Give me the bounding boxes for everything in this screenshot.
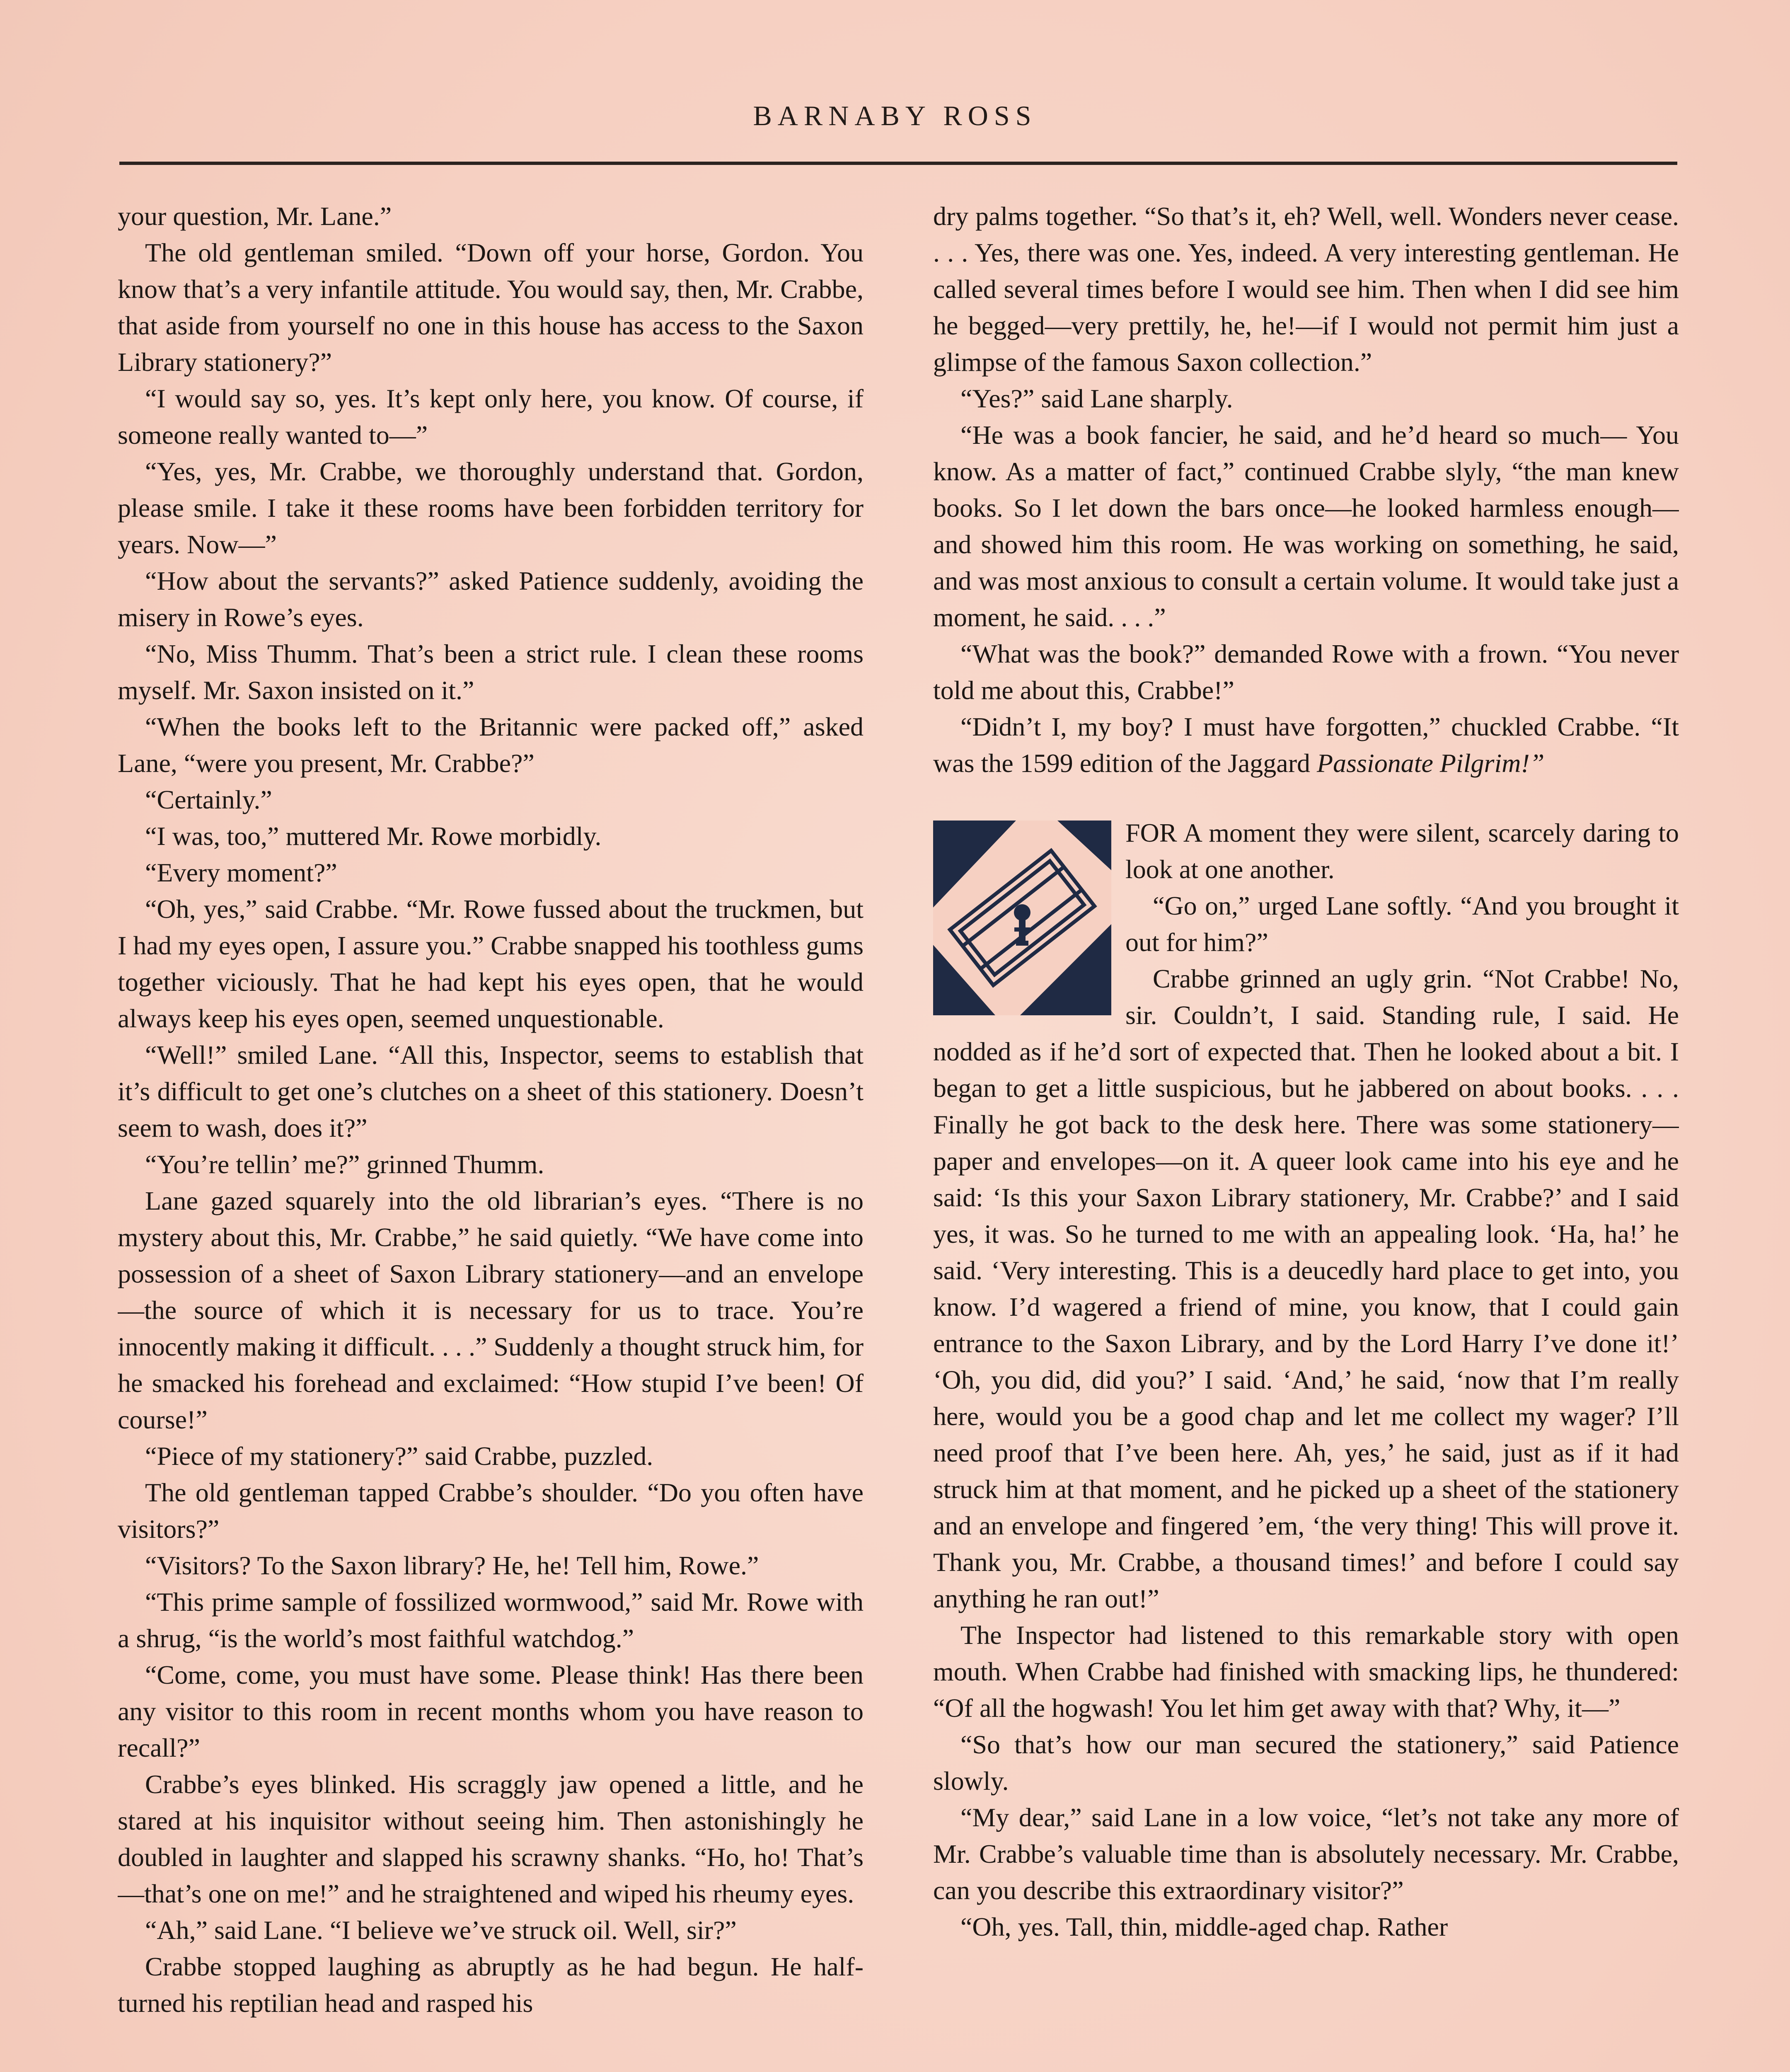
paragraph: “My dear,” said Lane in a low voice, “let’s not take any more of Mr. Crabbe’s valuable time than is absolutely necessary. Mr. Crabbe, can you describe this extraordinary visitor?” <box>933 1803 1679 1905</box>
paragraph: “How about the servants?” asked Patience suddenly, avoiding the misery in Rowe’s eyes. <box>118 566 864 632</box>
book-title-italic: Passionate Pilgrim!” <box>1317 748 1545 778</box>
paragraph: “Yes, yes, Mr. Crabbe, we thoroughly understand that. Gordon, please smile. I take it these rooms have been forbidden territory for years. Now—” <box>118 457 864 559</box>
paragraph: “Every moment?” <box>145 858 337 887</box>
paragraph: dry palms together. “So that’s it, eh? Well, well. Wonders never cease. . . . Yes, there was one. Yes, indeed. A very interesting gentleman. He called several times before I would see him. Then when I did see him he begged—very prettily, he, he!—if I would not permit him just a glimpse of the famous Saxon collection.” <box>933 201 1679 377</box>
left-column <box>118 198 864 2072</box>
book-spine-ornament-icon <box>933 821 1111 1015</box>
paragraph: “So that’s how our man secured the stationery,” said Patience slowly. <box>933 1730 1679 1796</box>
paragraph: “Yes?” said Lane sharply. <box>960 384 1233 413</box>
paragraph: “When the books left to the Britannic were packed off,” asked Lane, “were you present, Mr. Crabbe?” <box>118 712 864 778</box>
section-break-lead-text: FOR A moment they were silent, scarcely daring to look at one another. <box>1125 818 1679 884</box>
paragraph: The Inspector had listened to this remarkable story with open mouth. When Crabbe had finished with smacking lips, he thundered: “Of all the hogwash! You let him get away with that? Why, it—” <box>933 1620 1679 1723</box>
paragraph: “What was the book?” demanded Rowe with a frown. “You never told me about this, Crabbe!” <box>933 639 1679 705</box>
paragraph: “Oh, yes. Tall, thin, middle-aged chap. Rather <box>960 1912 1448 1941</box>
paragraph: “Oh, yes,” said Crabbe. “Mr. Rowe fussed about the truckmen, but I had my eyes open, I assure you.” Crabbe snapped his toothless gums together viciously. That he had kept his eyes open, that he would always keep his eyes open, seemed unquestionable. <box>118 894 864 1033</box>
paragraph: “I was, too,” muttered Mr. Rowe morbidly. <box>145 821 602 851</box>
paragraph: “You’re tellin’ me?” grinned Thumm. <box>145 1150 544 1179</box>
paragraph: Crabbe grinned an ugly grin. “Not Crabbe! No, sir. Couldn’t, I said. Standing rule, I said. He nodded as if he’d sort of expected that. Then he looked about a bit. I began to get a little suspicious, but he jabbered on about books. . . . Finally he got back to the desk here. There was some stationery—paper and envelopes—on it. A queer look came into his eye and he said: ‘Is this your Saxon Library stationery, Mr. Crabbe?’ and I said yes, it was. So he turned to me with an appealing look. ‘Ha, ha!’ he said. ‘Very interesting. This is a deucedly hard place to get into, you know. I’d wagered a friend of mine, you know, that I could gain entrance to the Saxon Library, and by the Lord Harry I’ve done it!’ ‘Oh, you did, did you?’ I said. ‘And,’ he said, ‘now that I’m really here, would you be a good chap and let me collect my wager? I’ll need proof that I’ve been here. Ah, yes,’ he said, just as if it had struck him at that moment, and he picked up a sheet of the stationery and an envelope and fingered ’em, ‘the very thing! This will prove it. Thank you, Mr. Crabbe, a thousand times!’ and before I could say anything he ran out!” <box>933 964 1679 1613</box>
paragraph: “Didn’t I, my boy? I must have forgotten,” chuckled Crabbe. “It was the 1599 edition of the Jaggard Passionate Pilgrim!” <box>933 712 1679 778</box>
paragraph: “This prime sample of fossilized wormwood,” said Mr. Rowe with a shrug, “is the world’s most faithful watchdog.” <box>118 1587 864 1653</box>
paragraph: “I would say so, yes. It’s kept only here, you know. Of course, if someone really wanted to—” <box>118 384 864 450</box>
paragraph: “Visitors? To the Saxon library? He, he! Tell him, Rowe.” <box>145 1551 759 1580</box>
paragraph: The old gentleman tapped Crabbe’s shoulder. “Do you often have visitors?” <box>118 1478 864 1544</box>
paragraph: your question, Mr. Lane.” <box>118 201 392 231</box>
paragraph: Crabbe stopped laughing as abruptly as he had begun. He half-turned his reptilian head and rasped his <box>118 1952 864 2018</box>
running-head: BARNABY ROSS <box>753 100 1037 131</box>
paragraph: The old gentleman smiled. “Down off your horse, Gordon. You know that’s a very infantile attitude. You would say, then, Mr. Crabbe, that aside from yourself no one in this house has access to the Saxon Library stationery?” <box>118 238 864 377</box>
paragraph: Lane gazed squarely into the old librarian’s eyes. “There is no mystery about this, Mr. Crabbe,” he said quietly. “We have come into possession of a sheet of Saxon Library stationery—and an envelope—the source of which it is necessary for us to trace. You’re innocently making it difficult. . . .” Suddenly a thought struck him, for he smacked his forehead and exclaimed: “How stupid I’ve been! Of course!” <box>118 1186 864 1434</box>
right-column-bottom-text <box>933 888 1679 1945</box>
paragraph: “Ah,” said Lane. “I believe we’ve struck oil. Well, sir?” <box>145 1915 737 1945</box>
section-break-paragraph <box>933 815 1679 888</box>
paragraph: “Go on,” urged Lane softly. “And you brought it out for him?” <box>1125 891 1679 957</box>
paragraph: “Certainly.” <box>145 785 272 814</box>
header-rule <box>119 162 1677 165</box>
paragraph: “Well!” smiled Lane. “All this, Inspector, seems to establish that it’s difficult to get one’s clutches on a sheet of this stationery. Doesn’t seem to wash, does it?” <box>118 1040 864 1143</box>
paragraph: “Piece of my stationery?” said Crabbe, puzzled. <box>145 1441 653 1471</box>
right-column-top-text <box>933 198 1679 782</box>
right-column <box>933 198 1679 2072</box>
paragraph: “He was a book fancier, he said, and he’d heard so much— You know. As a matter of fact,” continued Crabbe slyly, “the man knew books. So I let down the bars once—he looked harmless enough—and showed him this room. He was working on something, he said, and was most anxious to consult a certain volume. It would take just a moment, he said. . . .” <box>933 420 1679 632</box>
paragraph: Crabbe’s eyes blinked. His scraggly jaw opened a little, and he stared at his inquisitor without seeing him. Then astonishingly he doubled in laughter and slapped his scrawny shanks. “Ho, ho! That’s—that’s one on me!” and he straightened and wiped his rheumy eyes. <box>118 1769 864 1908</box>
paragraph: “Come, come, you must have some. Please think! Has there been any visitor to this room in recent months whom you have reason to recall?” <box>118 1660 864 1762</box>
paragraph: “No, Miss Thumm. That’s been a strict rule. I clean these rooms myself. Mr. Saxon insisted on it.” <box>118 639 864 705</box>
